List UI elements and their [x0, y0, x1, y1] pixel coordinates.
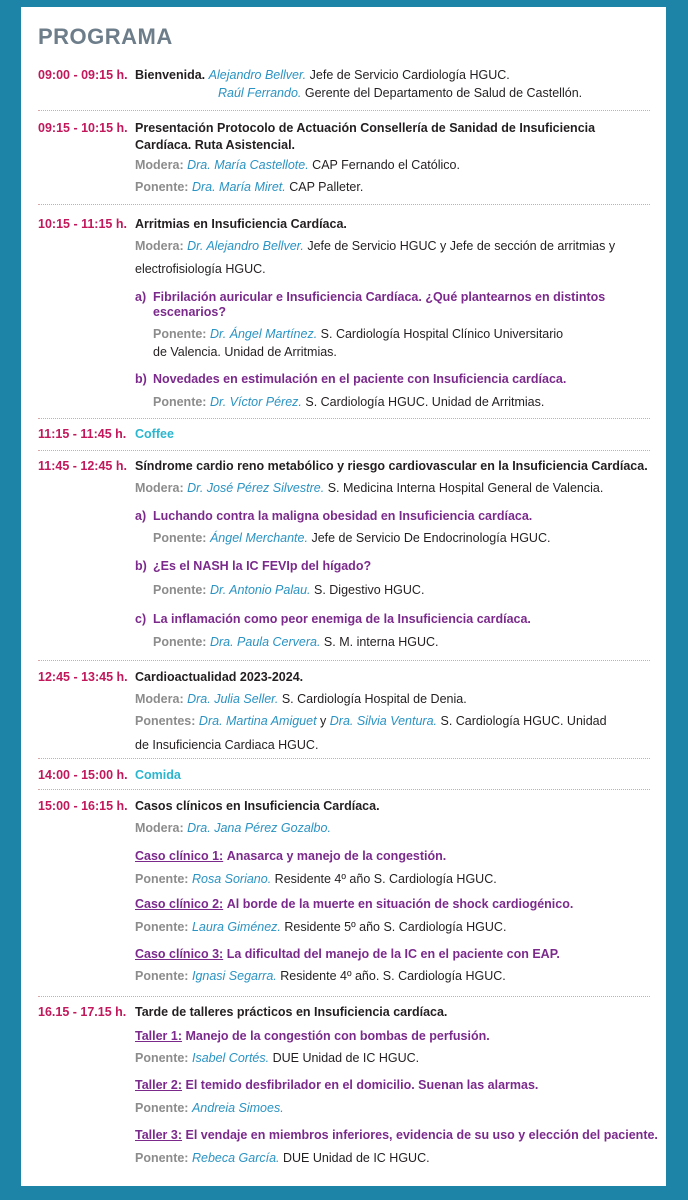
speaker-name: Ángel Merchante. [209, 531, 308, 545]
session-title: Presentación Protocolo de Actuación Consellería de Sanidad de Insuficiencia [135, 121, 596, 135]
speaker-name: Dr. Víctor Pérez. [209, 395, 302, 409]
session-title: Tarde de talleres prácticos en Insuficiencia cardíaca. [135, 1005, 448, 1019]
workshop-tag: Taller 2: [135, 1078, 183, 1092]
workshop-tag: Taller 3: [135, 1128, 183, 1142]
speaker-name: Dr. Antonio Palau. [209, 583, 311, 597]
session-time: 10:15 - 11:15 h. [38, 217, 127, 231]
session-time: 16.15 - 17.15 h. [38, 1005, 127, 1019]
speaker-name: Dra. Jana Pérez Gozalbo. [187, 821, 331, 835]
speaker-name: Dra. María Castellote. [187, 158, 309, 172]
divider [38, 660, 650, 661]
session-title: Bienvenida. [135, 68, 206, 82]
speaker-name: Dra. Silvia Ventura. [329, 714, 438, 728]
session-title: Síndrome cardio reno metabólico y riesgo cardiovascular en la Insuficiencia Cardíaca. [135, 459, 648, 473]
case-tag: Caso clínico 2: [135, 897, 224, 911]
talk-title: Anasarca y manejo de la congestión. [226, 849, 447, 863]
talk-title: Al borde de la muerte en situación de shock cardiogénico. [226, 897, 574, 911]
talk-title: La dificultad del manejo de la IC en el paciente con EAP. [226, 947, 560, 961]
divider [38, 789, 650, 790]
session-time: 14:00 - 15:00 h. [38, 768, 128, 782]
session-title-cont: Cardíaca. Ruta Asistencial. [135, 138, 296, 152]
page-frame: PROGRAMA 09:00 - 09:15 h. Bienvenida. Alejandro Bellver. Jefe de Servicio Cardiología HGUC. Raúl Ferrando. Gerente del Departamento de Salud de Castellón. 09:15 - 10:15 h. Presentación Protocolo de Actuación Consellería de Sanidad de Insuficiencia Cardíaca. Ruta Asistencial. Modera: Dra. María Castellote. CAP Fernando el Católico. Ponente: Dra. María Miret. CAP Palleter. 10:15 - 11:15 h. Arritmias en Insuficiencia Cardíaca. Modera: Dr. Alejandro Bellver. Jefe de Servicio HGUC y Jefe de sección de arritmias y electrofisiología HGUC. a) Fibrilación auricular e Insuficiencia Cardíaca. ¿Qué plantearnos en distintos escenarios? Ponente: Dr. Ángel Martínez. S. Cardiología Hospital Clínico Universitario de Valencia. Unidad de Arritmias. b) Novedades en estimulación en el paciente con Insuficiencia cardíaca. Ponente: Dr. Víctor Pérez. S. Cardiología HGUC. Unidad de Arritmias. 11:15 - 11:45 h. Coffee 11:45 - 12:45 h. Síndrome cardio reno metabólico y riesgo cardiovascular en la Insuficiencia Cardíaca. Modera: Dr. José Pérez Silvestre. S. Medicina Interna Hospital General de Valencia. a) Luchando contra la maligna obesidad en Insuficiencia cardíaca. Ponente: Ángel Merchante. Jefe de Servicio De Endocrinología HGUC. b) ¿Es el NASH la IC FEVIp del hígado? Ponente: Dr. Antonio Palau. S. Digestivo HGUC. c) La inflamación como peor enemiga de la Insuficiencia cardíaca. Ponente: Dra. Paula Cervera. S. M. interna HGUC. 12:45 - 13:45 h. Cardioactualidad 2023-2024. Modera: Dra. Julia Seller. S. Cardiología Hospital de Denia. Ponentes: Dra. Martina Amiguet y Dra. Silvia Ventura. S. Cardiología HGUC. Unidad de Insuficiencia Cardiaca HGUC. 14:00 - 15:00 h. Comida 15:00 - 16:15 h. Casos clínicos en Insuficiencia Cardíaca. Modera: Dra. Jana Pérez Gozalbo. Caso clínico 1: Anasarca y manejo de la congestión. Ponente: Rosa Soriano. Residente 4º año S. Cardiología HGUC. Caso clínico 2: Al borde de la muerte en situación de shock cardiogénico. Ponente: Laura Giménez. Residente 5º año S. Cardiología HGUC. Caso clínico 3: La dificultad del manejo de la IC en el paciente con EAP. Ponente: Ignasi Segarra. Residente 4º año. S. Cardiología HGUC. 16.15 - 17.15 h. Tarde de talleres prácticos en Insuficiencia cardíaca. Taller 1: Manejo de la congestión con bombas de perfusión. Ponente: Isabel Cortés. DUE Unidad de IC HGUC. Taller 2: El temido desfibrilador en el domicilio. Suenan las alarmas. Ponente: Andreia Simoes. Taller 3: El vendaje en miembros inferiores, evidencia de su uso y elección del paciente. Ponente: Rebeca García. DUE Unidad de IC HGUC. [0, 0, 688, 1200]
talk-title: El temido desfibrilador en el domicilio. Suenan las alarmas. [185, 1078, 539, 1092]
divider [38, 758, 650, 759]
session-time: 15:00 - 16:15 h. [38, 799, 128, 813]
session-time: 11:45 - 12:45 h. [38, 459, 127, 473]
divider [38, 204, 650, 205]
case-tag: Caso clínico 1: [135, 849, 224, 863]
session-time: 11:15 - 11:45 h. [38, 427, 127, 441]
session-time: 09:00 - 09:15 h. [38, 68, 128, 82]
speaker-name: Dra. María Miret. [191, 180, 286, 194]
speaker-name: Alejandro Bellver. [208, 68, 307, 82]
talk-title: Novedades en estimulación en el paciente con Insuficiencia cardíaca. [153, 372, 567, 386]
speaker-name: Raúl Ferrando. [218, 86, 302, 100]
speaker-name: Dra. Martina Amiguet [198, 714, 317, 728]
talk-title: Luchando contra la maligna obesidad en Insuficiencia cardíaca. [153, 509, 533, 523]
workshop-tag: Taller 1: [135, 1029, 183, 1043]
speaker-name: Isabel Cortés. [191, 1051, 270, 1065]
speaker-role: Jefe de Servicio Cardiología HGUC. [309, 68, 510, 82]
session-title: Arritmias en Insuficiencia Cardíaca. [135, 217, 347, 231]
speaker-name: Dr. Ángel Martínez. [209, 327, 318, 341]
session-title: Coffee [135, 427, 174, 441]
case-tag: Caso clínico 3: [135, 947, 224, 961]
speaker-name: Dra. Julia Seller. [187, 692, 279, 706]
speaker-name: Laura Giménez. [191, 920, 281, 934]
talk-title: ¿Es el NASH la IC FEVIp del hígado? [153, 559, 372, 573]
session-title: Casos clínicos en Insuficiencia Cardíaca. [135, 799, 380, 813]
speaker-name: Rosa Soriano. [191, 872, 272, 886]
page-title: PROGRAMA [38, 24, 173, 49]
talk-title: El vendaje en miembros inferiores, evidencia de su uso y elección del paciente. [185, 1128, 658, 1142]
speaker-name: Dra. Paula Cervera. [209, 635, 321, 649]
session-time: 12:45 - 13:45 h. [38, 670, 128, 684]
divider [38, 996, 650, 997]
speaker-role: Gerente del Departamento de Salud de Castellón. [304, 86, 583, 100]
session-title: Cardioactualidad 2023-2024. [135, 670, 304, 684]
talk-title: La inflamación como peor enemiga de la Insuficiencia cardíaca. [153, 612, 531, 626]
talk-title: Manejo de la congestión con bombas de perfusión. [185, 1029, 490, 1043]
session-title: Comida [135, 768, 181, 782]
speaker-name: Rebeca García. [191, 1151, 280, 1165]
divider [38, 418, 650, 419]
divider [38, 450, 650, 451]
speaker-name: Ignasi Segarra. [191, 969, 277, 983]
speaker-name: Andreia Simoes. [191, 1101, 284, 1115]
divider [38, 110, 650, 111]
talk-title: Fibrilación auricular e Insuficiencia Cardíaca. ¿Qué plantearnos en distintos [153, 290, 606, 304]
session-time: 09:15 - 10:15 h. [38, 121, 128, 135]
speaker-name: Dr. Alejandro Bellver. [187, 239, 304, 253]
speaker-name: Dr. José Pérez Silvestre. [187, 481, 325, 495]
